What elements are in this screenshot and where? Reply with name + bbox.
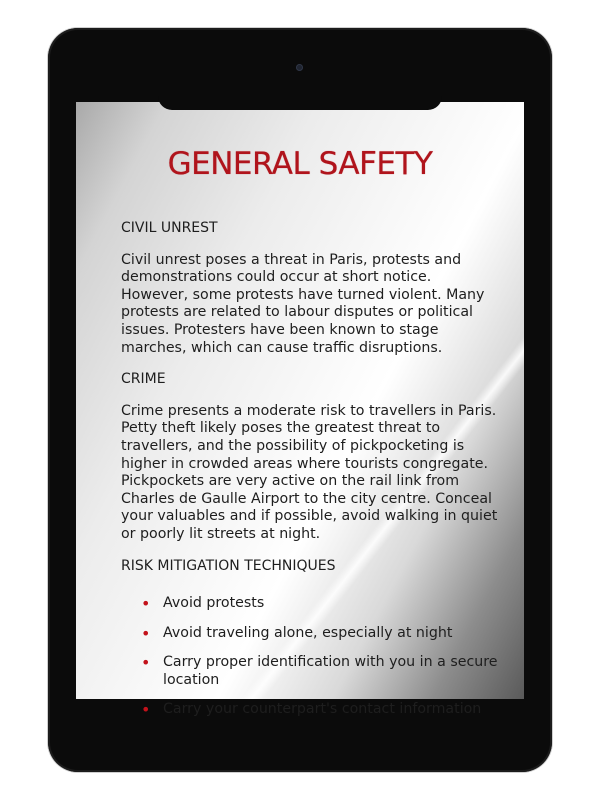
content-area (121, 220, 501, 731)
bullet-icon: • (141, 623, 151, 643)
list-item (121, 654, 501, 689)
section-heading-crime: CRIME (121, 371, 166, 388)
mitigation-list (121, 595, 501, 719)
list-item (121, 625, 501, 643)
list-item-text: Carry proper identification with you in a secure location (163, 654, 498, 688)
list-item-text: Avoid traveling alone, especially at night (163, 624, 453, 641)
bullet-icon: • (141, 653, 151, 673)
list-item (121, 701, 501, 719)
screen[interactable] (76, 102, 524, 720)
list-item-text: Avoid protests (163, 595, 265, 612)
section-body-civil-unrest: Civil unrest poses a threat in Paris, protests and demonstrations could occur at short notice. However, some protests have turned violent. Many protests are related to labour disputes or political issues. Protesters have been known to stage marches, which can cause traffic disruptions. (121, 251, 485, 356)
bullet-icon: • (141, 700, 151, 720)
front-camera-icon (296, 64, 303, 71)
screen-notch (158, 96, 442, 110)
page-title: GENERAL SAFETY (167, 146, 433, 182)
list-item-text: Carry your counterpart's contact information (163, 701, 482, 718)
section-heading-risk-mitigation: RISK MITIGATION TECHNIQUES (121, 557, 336, 574)
list-item (121, 595, 501, 613)
section-body-crime: Crime presents a moderate risk to travellers in Paris. Petty theft likely poses the greatest threat to travellers, and the possibility of pickpocketing is higher in crowded areas where tourists congregate. Pickpockets are very active on the rail link from Charles de Gaulle Airport to the city centre. Conceal your valuables and if possible, avoid walking in quiet or poorly lit streets at night. (121, 402, 498, 542)
bullet-icon: • (141, 594, 151, 614)
section-heading-civil-unrest: CIVIL UNREST (121, 220, 218, 236)
